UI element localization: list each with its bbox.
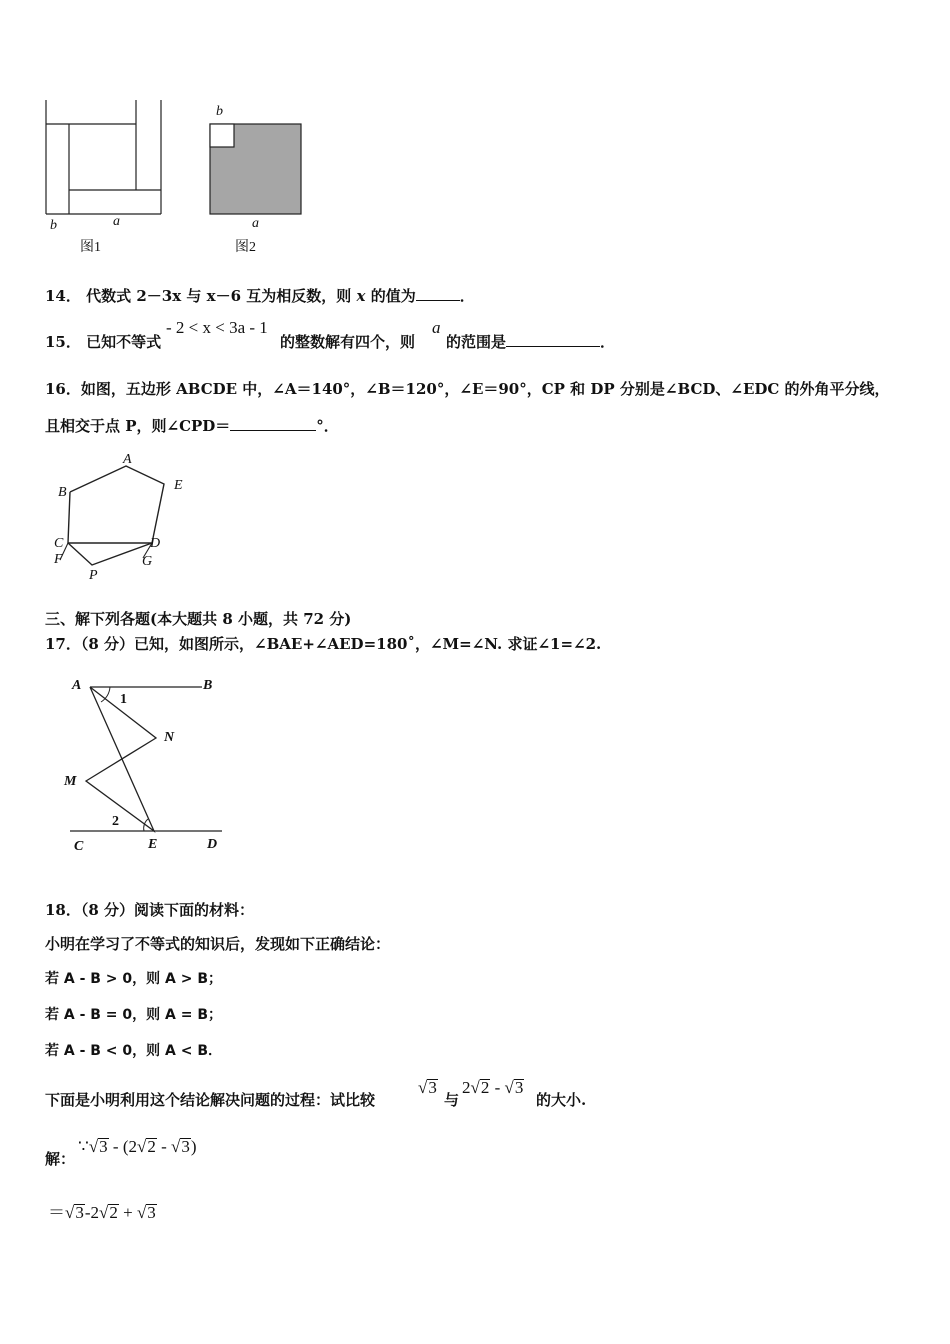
q18-radicand: 3 xyxy=(514,1078,524,1097)
pentagon-label-C: C xyxy=(54,536,64,551)
fig17-label-1: 1 xyxy=(120,692,127,707)
question-16 xyxy=(45,379,890,399)
figure-1-drawing xyxy=(46,100,161,214)
figure-2-drawing xyxy=(210,124,301,214)
fig2-caption: 图2 xyxy=(235,240,256,255)
q18-coef: 2 xyxy=(462,1078,471,1097)
q18-compare-end: 的大小. xyxy=(536,1091,587,1109)
question-18-header: 18．（8 分）阅读下面的材料： xyxy=(45,901,255,919)
pentagon-label-D: D xyxy=(150,536,161,551)
q18-compare-expr: 2√2 - √3 xyxy=(462,1078,524,1097)
fig17-label-B: B xyxy=(203,678,213,693)
fig17-label-E: E xyxy=(148,837,158,852)
pentagon-label-G: G xyxy=(142,554,153,569)
fig17-label-M: M xyxy=(64,774,77,789)
q15-end: ． xyxy=(600,333,616,351)
q18-step1-text: - (2 xyxy=(108,1137,137,1156)
q15-text: 已知不等式 xyxy=(86,333,162,351)
question-17: 17．（8 分）已知，如图所示，∠BAE+∠AED=180˚，∠M=∠N. 求证∠1=∠2. xyxy=(45,635,602,653)
question-18-rule2: 若 A - B = 0，则 A = B； xyxy=(45,1007,223,1023)
fig1-label-a: a xyxy=(113,214,120,229)
q18-radicand: 2 xyxy=(109,1203,118,1222)
q16-line1: 如图，五边形 ABCDE 中，∠A＝140°，∠B＝120°，∠E＝90°，CP 和 DP 分别是∠BCD、∠EDC 的外角平分线， xyxy=(80,380,890,398)
q14-text: 互为相反数，则 xyxy=(246,287,352,305)
question-15 xyxy=(45,332,161,352)
q15-answer-blank[interactable] xyxy=(506,332,600,347)
q15-number: 15． xyxy=(45,333,81,351)
figure-squares xyxy=(0,90,330,230)
q18-radicand: 3 xyxy=(428,1078,437,1097)
q18-minus: - xyxy=(156,1137,172,1156)
pentagon-label-E: E xyxy=(174,478,183,493)
q16-answer-blank[interactable] xyxy=(230,416,316,431)
q18-radicand: 3 xyxy=(99,1137,108,1156)
question-18-rule3: 若 A - B < 0，则 A < B． xyxy=(45,1043,223,1059)
q16-number: 16． xyxy=(45,380,81,398)
q18-radicand: 3 xyxy=(181,1137,190,1156)
fig17-label-A: A xyxy=(72,678,82,693)
fig2-label-a: a xyxy=(252,216,259,231)
fig17-label-N: N xyxy=(164,730,175,745)
q14-expr1: 2－3x xyxy=(136,287,182,305)
q15-text: 的整数解有四个，则 xyxy=(280,333,416,351)
fig17-label-D: D xyxy=(207,837,218,852)
q18-step2: ＝√3-2√2 + √3 xyxy=(48,1203,156,1222)
question-18-compare xyxy=(45,1090,375,1110)
section-3-title: 三、解下列各题(本大题共 8 小题，共 72 分) xyxy=(45,610,352,628)
q18-compare-text: 下面是小明利用这个结论解决问题的过程：试比较 xyxy=(45,1091,376,1109)
q14-answer-blank[interactable] xyxy=(416,286,460,301)
q14-expr2: x－6 xyxy=(206,287,242,305)
pentagon-label-B: B xyxy=(58,485,67,500)
fig17-label-2: 2 xyxy=(112,814,119,829)
q15-inequality: - 2 < x < 3a - 1 xyxy=(166,318,268,337)
q16-line2a: 且相交于点 P，则∠CPD＝ xyxy=(45,417,231,435)
question-18-intro: 小明在学习了不等式的知识后，发现如下正确结论： xyxy=(45,935,391,953)
q18-radicand: 2 xyxy=(480,1078,490,1097)
q14-end: ． xyxy=(459,287,475,305)
q18-because: ∵ xyxy=(78,1137,89,1156)
figure-pentagon xyxy=(40,450,210,590)
q18-radicand: 3 xyxy=(147,1203,156,1222)
q18-plus: + xyxy=(118,1203,137,1222)
q18-minus: - xyxy=(490,1078,505,1097)
q18-solution-label: 解： xyxy=(45,1150,76,1168)
pentagon-label-P: P xyxy=(89,568,98,583)
q15-var: a xyxy=(432,318,441,337)
q18-step1: ∵√3 - (2√2 - √3) xyxy=(78,1137,197,1156)
q18-radicand: 2 xyxy=(147,1137,156,1156)
q16-line2b: °． xyxy=(316,417,339,435)
q18-compare-and: 与 xyxy=(444,1091,460,1109)
pentagon-label-F: F xyxy=(54,552,63,567)
fig1-caption: 图1 xyxy=(80,240,101,255)
q18-step2-mid: -2 xyxy=(84,1203,100,1222)
fig2-label-b: b xyxy=(216,104,223,119)
q18-step1-close: ) xyxy=(190,1137,197,1156)
question-14 xyxy=(45,286,475,306)
fig17-label-C: C xyxy=(74,839,84,854)
q14-number: 14． xyxy=(45,287,81,305)
figure-17 xyxy=(60,675,240,850)
q18-eq: ＝ xyxy=(48,1203,65,1222)
question-15-cont2 xyxy=(446,332,615,352)
pentagon-label-A: A xyxy=(123,452,132,467)
question-18-rule1: 若 A - B > 0，则 A > B； xyxy=(45,971,223,987)
q18-radicand: 3 xyxy=(75,1203,84,1222)
question-15-cont xyxy=(280,332,415,352)
q14-text: 的值为 xyxy=(370,287,416,305)
q14-text: 代数式 xyxy=(86,287,132,305)
q14-var: x xyxy=(356,287,366,305)
q15-text: 的范围是 xyxy=(446,333,507,351)
fig1-label-b: b xyxy=(50,218,57,233)
q14-text: 与 xyxy=(186,287,202,305)
q18-sqrt3-expr: √3 xyxy=(418,1078,437,1097)
question-16-line2 xyxy=(45,416,339,436)
